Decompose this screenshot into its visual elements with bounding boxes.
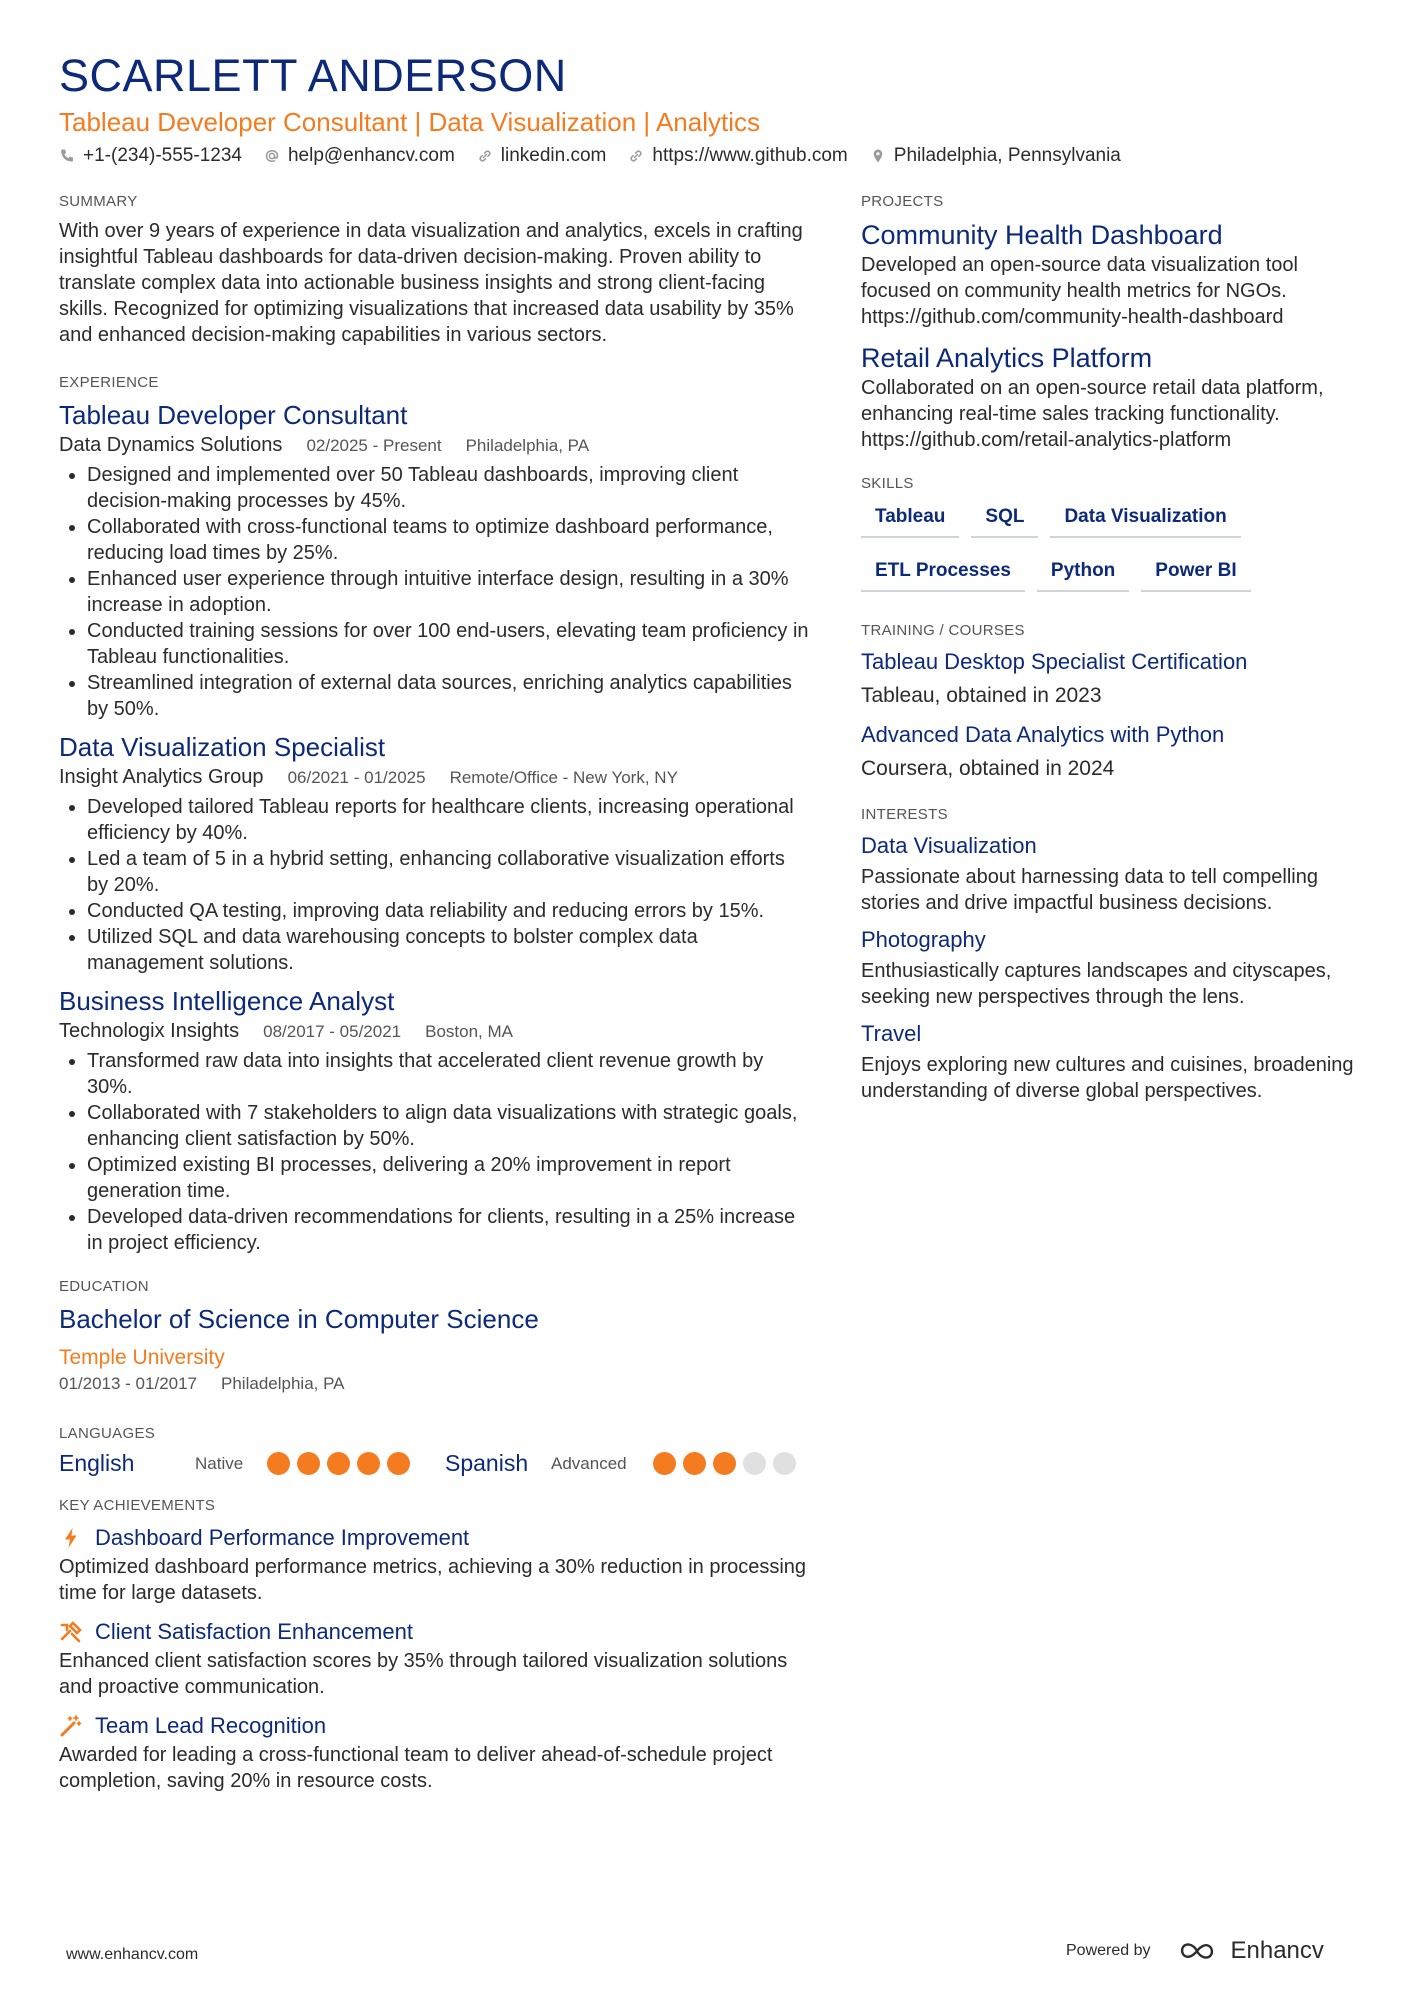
project-item [861, 218, 1361, 330]
link-icon [477, 148, 493, 164]
skill-tag: ETL Processes [861, 554, 1025, 592]
left-column [59, 193, 809, 1804]
achievement-title: Dashboard Performance Improvement [95, 1525, 470, 1550]
education-dates: 01/2013 - 01/2017 [59, 1374, 198, 1393]
achievement-title: Team Lead Recognition [95, 1713, 327, 1738]
project-text: Developed an open-source data visualization tool focused on community health metrics for NGOs. https://github.com/community-health-dashboard [861, 254, 1298, 328]
interest-text: Enthusiastically captures landscapes and cityscapes, seeking new perspectives through the lens. [861, 960, 1332, 1008]
job-title: Tableau Developer Consultant [59, 400, 408, 430]
job-bullets [59, 1048, 809, 1256]
summary-heading: SUMMARY [59, 193, 138, 210]
job-location: Remote/Office - New York, NY [449, 768, 678, 787]
rating-dot-filled [267, 1452, 290, 1475]
enhancv-logo-icon [1177, 1940, 1223, 1962]
job-entry [59, 731, 809, 976]
job-dates: 08/2017 - 05/2021 [263, 1022, 402, 1041]
job-bullet: • Transformed raw data into insights that accelerated client revenue growth by 30%. [87, 1048, 809, 1100]
achievement-text: Optimized dashboard performance metrics, achieving a 30% reduction in processing time for large datasets. [59, 1556, 807, 1604]
languages-section [59, 1425, 809, 1477]
job-bullet: • Streamlined integration of external data sources, enriching analytics capabilities by 50%. [87, 670, 809, 722]
education-section [59, 1278, 809, 1395]
project-text: Collaborated on an open-source retail data platform, enhancing real-time sales tracking functionality. https://github.com/retail-analytics-platform [861, 377, 1324, 451]
contact-location-text: Philadelphia, Pennsylvania [893, 145, 1121, 166]
course-item [861, 720, 1361, 784]
contact-linkedin-text: linkedin.com [500, 145, 607, 166]
job-dates: 02/2025 - Present [306, 436, 442, 455]
rating-dot-empty [743, 1452, 766, 1475]
project-item [861, 341, 1361, 453]
contact-phone-text: +1-(234)-555-1234 [83, 145, 242, 166]
job-bullets [59, 794, 809, 976]
rating-dot-filled [713, 1452, 736, 1475]
education-heading: EDUCATION [59, 1278, 149, 1295]
contact-email-text: help@enhancv.com [287, 145, 455, 166]
rating-dot-filled [387, 1452, 410, 1475]
course-meta: Coursera, obtained in 2024 [861, 757, 1115, 780]
language-rating [267, 1452, 410, 1475]
job-bullets [59, 462, 809, 722]
rating-dot-empty [773, 1452, 796, 1475]
job-bullet: • Enhanced user experience through intuitive interface design, resulting in a 30% increase in adoption. [87, 566, 809, 618]
job-entry [59, 985, 809, 1256]
interest-item [861, 925, 1361, 1010]
contact-bar [59, 145, 1121, 167]
job-entry [59, 399, 809, 722]
contact-email[interactable] [264, 145, 455, 167]
job-bullet: • Designed and implemented over 50 Tableau dashboards, improving client decision-making processes by 45%. [87, 462, 809, 514]
language-item [59, 1450, 410, 1477]
interest-item [861, 831, 1361, 916]
interest-text: Enjoys exploring new cultures and cuisines, broadening understanding of diverse global perspectives. [861, 1054, 1354, 1102]
training-section [861, 622, 1361, 784]
education-location: Philadelphia, PA [221, 1374, 345, 1393]
job-dates: 06/2021 - 01/2025 [287, 768, 426, 787]
achievement-text: Awarded for leading a cross-functional team to deliver ahead-of-schedule project completion, saving 20% in resource costs. [59, 1744, 773, 1792]
job-meta [59, 1017, 809, 1046]
job-meta [59, 763, 809, 792]
job-company: Technologix Insights [59, 1020, 240, 1042]
projects-section [861, 193, 1361, 453]
achievement-header [59, 1710, 809, 1742]
course-title: Advanced Data Analytics with Python [861, 722, 1225, 747]
job-bullet: • Conducted training sessions for over 100 end-users, elevating team proficiency in Tableau functionalities. [87, 618, 809, 670]
achievements-section [59, 1497, 809, 1794]
interests-section [861, 806, 1361, 1104]
location-icon [870, 148, 886, 164]
job-bullet: • Collaborated with 7 stakeholders to align data visualizations with strategic goals, enhancing client satisfaction by 50%. [87, 1100, 809, 1152]
job-meta [59, 431, 809, 460]
education-degree: Bachelor of Science in Computer Science [59, 1304, 539, 1334]
interests-heading: INTERESTS [861, 806, 948, 823]
skill-tag: Power BI [1141, 554, 1250, 592]
achievement-header [59, 1616, 809, 1648]
interest-item [861, 1019, 1361, 1104]
phone-icon [59, 148, 75, 164]
interest-title: Photography [861, 927, 986, 952]
rating-dot-filled [653, 1452, 676, 1475]
achievement-item [59, 1522, 809, 1606]
language-name: English [59, 1450, 135, 1476]
brand-logo[interactable] [1177, 1937, 1324, 1965]
job-bullet: • Collaborated with cross-functional teams to optimize dashboard performance, reducing load times by 25%. [87, 514, 809, 566]
course-item [861, 647, 1361, 711]
contact-github-text: https://www.github.com [652, 145, 848, 166]
skills-section [861, 475, 1361, 592]
language-rating [653, 1452, 796, 1475]
rating-dot-filled [357, 1452, 380, 1475]
experience-section [59, 374, 809, 1256]
right-column [861, 193, 1361, 1113]
project-title: Retail Analytics Platform [861, 343, 1153, 373]
training-heading: TRAINING / COURSES [861, 622, 1025, 639]
footer-branding [1066, 1937, 1324, 1965]
achievement-header [59, 1522, 809, 1554]
summary-section [59, 193, 809, 348]
job-title: Data Visualization Specialist [59, 732, 386, 762]
languages-list [59, 1450, 809, 1477]
education-meta [59, 1373, 809, 1395]
interest-title: Data Visualization [861, 833, 1037, 858]
course-meta: Tableau, obtained in 2023 [861, 684, 1102, 707]
job-bullet: • Developed tailored Tableau reports for healthcare clients, increasing operational efficiency by 40%. [87, 794, 809, 846]
summary-text: With over 9 years of experience in data visualization and analytics, excels in crafting insightful Tableau dashboards for data-driven decision-making. Proven ability to translate complex data into actionable business insights and strong client-facing skills. Recognized for optimizing visualizations that increased data usability by 35% and enhanced decision-making capabilities in various sectors. [59, 220, 803, 346]
job-location: Philadelphia, PA [465, 436, 590, 455]
course-title: Tableau Desktop Specialist Certification [861, 649, 1248, 674]
skills-heading: SKILLS [861, 475, 914, 492]
rating-dot-filled [297, 1452, 320, 1475]
projects-heading: PROJECTS [861, 193, 944, 210]
job-bullet: • Conducted QA testing, improving data reliability and reducing errors by 15%. [87, 898, 809, 924]
language-level: Advanced [551, 1453, 627, 1473]
lightning-icon [59, 1526, 83, 1550]
link-icon [628, 148, 644, 164]
experience-heading: EXPERIENCE [59, 374, 159, 391]
contact-linkedin[interactable] [477, 145, 607, 167]
language-level: Native [195, 1453, 244, 1473]
job-company: Data Dynamics Solutions [59, 434, 283, 456]
languages-heading: LANGUAGES [59, 1425, 156, 1442]
skill-tag: Data Visualization [1050, 500, 1240, 538]
job-title: Business Intelligence Analyst [59, 986, 395, 1016]
interest-text: Passionate about harnessing data to tell compelling stories and drive impactful business decisions. [861, 866, 1318, 914]
job-company: Insight Analytics Group [59, 766, 264, 788]
skill-tag: Tableau [861, 500, 959, 538]
job-location: Boston, MA [425, 1022, 513, 1041]
job-bullet: • Developed data-driven recommendations for clients, resulting in a 25% increase in project efficiency. [87, 1204, 809, 1256]
skill-tag: SQL [971, 500, 1038, 538]
achievement-item [59, 1616, 809, 1700]
skill-tag: Python [1037, 554, 1129, 592]
achievements-heading: KEY ACHIEVEMENTS [59, 1497, 216, 1514]
candidate-name: SCARLETT ANDERSON [59, 50, 567, 101]
brand-name: Enhancv [1230, 1937, 1324, 1964]
skills-list [861, 500, 1331, 592]
job-bullet: • Utilized SQL and data warehousing concepts to bolster complex data management solutions. [87, 924, 809, 976]
language-name: Spanish [445, 1450, 529, 1476]
contact-phone[interactable] [59, 145, 242, 167]
rating-dot-filled [683, 1452, 706, 1475]
job-bullet: • Optimized existing BI processes, delivering a 20% improvement in report generation time. [87, 1152, 809, 1204]
contact-location [870, 145, 1121, 167]
job-bullet: • Led a team of 5 in a hybrid setting, enhancing collaborative visualization efforts by 20%. [87, 846, 809, 898]
magic-wand-icon [59, 1714, 83, 1738]
achievement-text: Enhanced client satisfaction scores by 35% through tailored visualization solutions and proactive communication. [59, 1650, 788, 1698]
achievement-item [59, 1710, 809, 1794]
achievement-title: Client Satisfaction Enhancement [95, 1619, 413, 1644]
footer-website[interactable]: www.enhancv.com [66, 1946, 199, 1963]
project-title: Community Health Dashboard [861, 220, 1223, 250]
at-icon [264, 148, 280, 164]
language-item [445, 1450, 796, 1477]
interest-title: Travel [861, 1021, 922, 1046]
rating-dot-filled [327, 1452, 350, 1475]
candidate-title: Tableau Developer Consultant | Data Visualization | Analytics [59, 107, 760, 137]
contact-github[interactable] [628, 145, 847, 167]
powered-by-label: Powered by [1066, 1942, 1151, 1959]
education-school: Temple University [59, 1346, 225, 1369]
tools-icon [59, 1620, 83, 1644]
